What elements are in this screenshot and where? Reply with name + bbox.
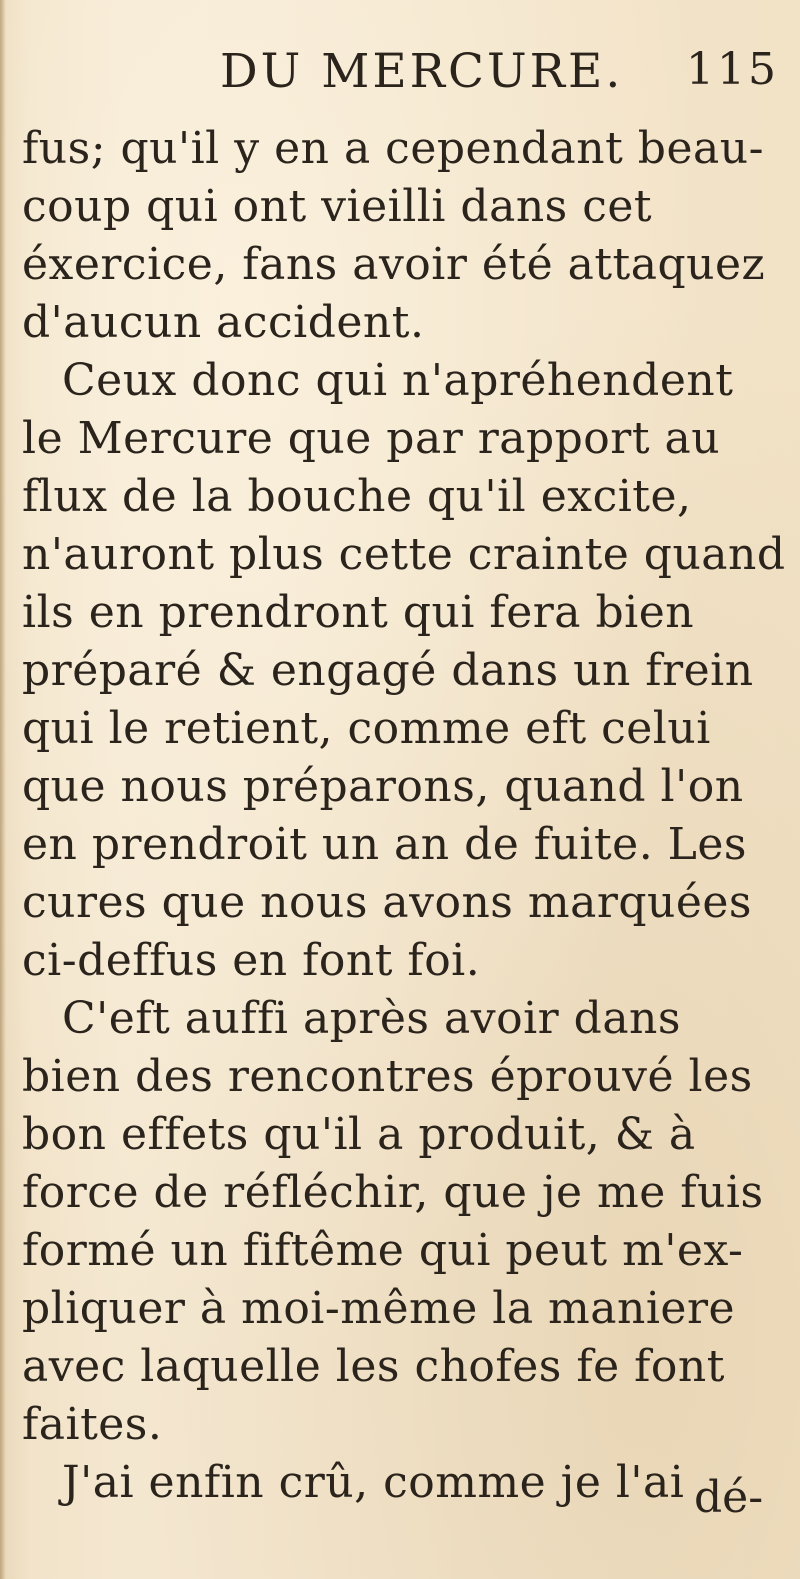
text-line: cures que nous avons marquées bbox=[22, 877, 753, 928]
text-line: qui le retient, comme eft celui bbox=[22, 703, 711, 754]
text-line: ci-deffus en font foi. bbox=[22, 935, 481, 986]
text-line: avec laquelle les chofes fe font bbox=[22, 1341, 725, 1392]
text-line: en prendroit un an de fuite. Les bbox=[22, 819, 748, 870]
text-line: éxercice, fans avoir été attaquez bbox=[22, 239, 766, 290]
text-line: ils en prendront qui fera bien bbox=[22, 587, 695, 638]
text-line: que nous préparons, quand l'on bbox=[22, 761, 744, 812]
text-line: bon effets qu'il a produit, & à bbox=[22, 1109, 696, 1160]
running-head bbox=[0, 44, 800, 104]
text-line: pliquer à moi-même la maniere bbox=[22, 1283, 736, 1334]
text-line: J'ai enfin crû, comme je l'ai bbox=[62, 1457, 685, 1508]
text-line: bien des rencontres éprouvé les bbox=[22, 1051, 753, 1102]
page-edge bbox=[0, 0, 6, 1579]
text-line: flux de la bouche qu'il excite, bbox=[22, 471, 692, 522]
text-line: préparé & engagé dans un frein bbox=[22, 645, 754, 696]
text-line: C'eft auffi après avoir dans bbox=[62, 993, 681, 1044]
catchword: dé- bbox=[694, 1472, 764, 1523]
text-line: le Mercure que par rapport au bbox=[22, 413, 721, 464]
text-line: Ceux donc qui n'apréhendent bbox=[62, 355, 734, 406]
text-line: n'auront plus cette crainte quand bbox=[22, 529, 786, 580]
running-title: DU MERCURE. bbox=[220, 44, 624, 99]
text-line: fus; qu'il y en a cependant beau- bbox=[22, 123, 764, 174]
page-number: 115 bbox=[686, 44, 779, 95]
text-line: force de réfléchir, que je me fuis bbox=[22, 1167, 764, 1218]
text-line: faites. bbox=[22, 1399, 163, 1450]
text-line: d'aucun accident. bbox=[22, 297, 425, 348]
text-line: coup qui ont vieilli dans cet bbox=[22, 181, 653, 232]
text-line: formé un fiftême qui peut m'ex- bbox=[22, 1225, 744, 1276]
